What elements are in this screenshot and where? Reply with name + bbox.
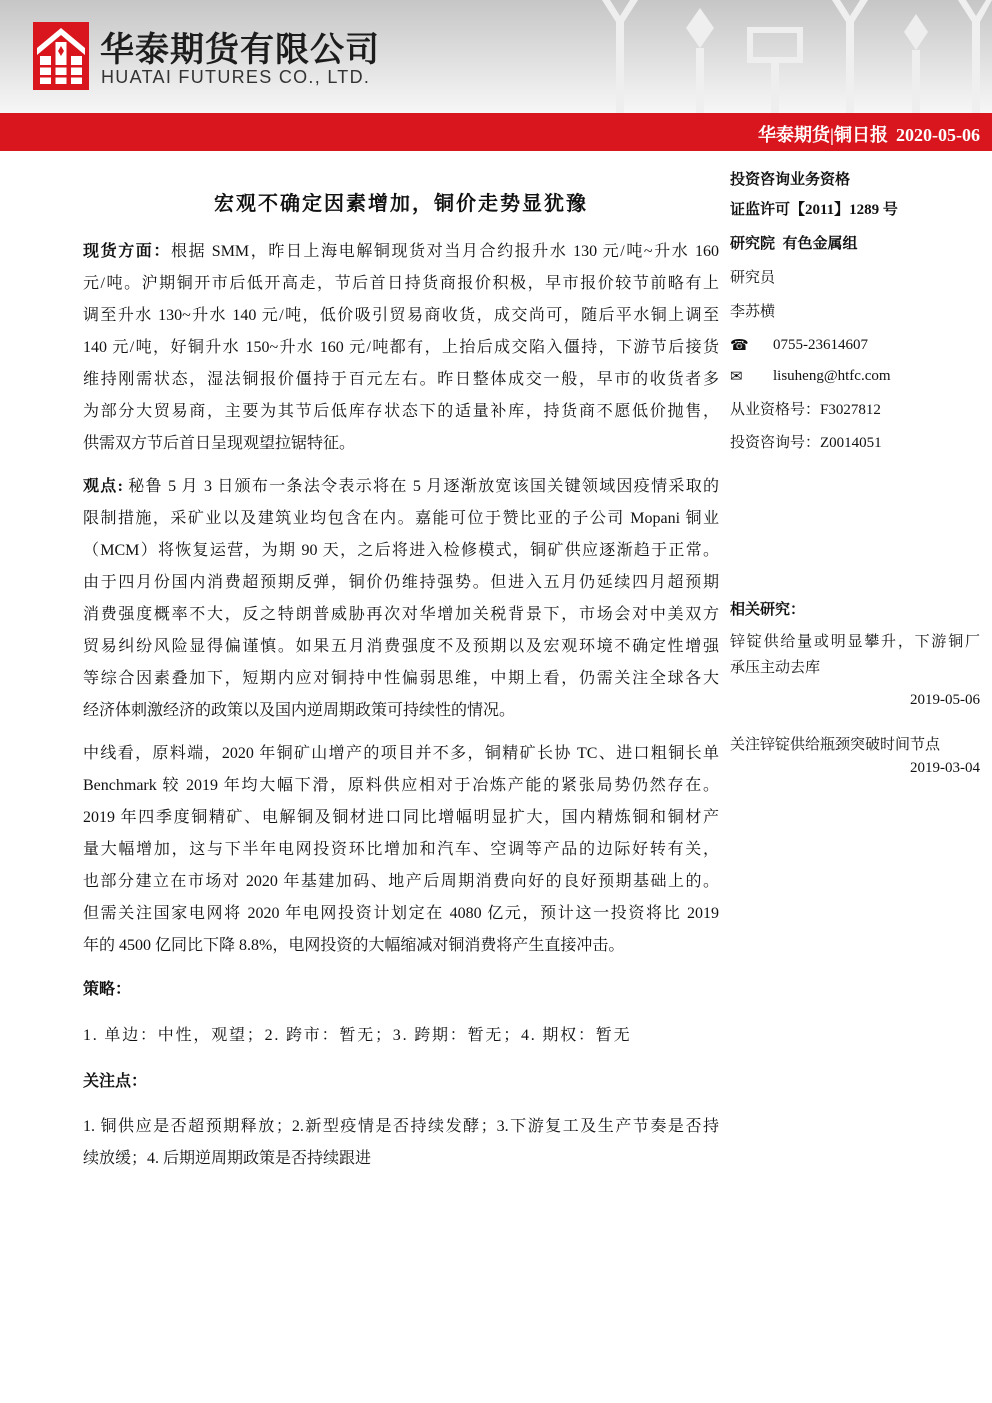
title-line: 锌锭供给量或明显攀升，下游铜厂 [730,634,980,650]
license-number: 证监许可【2011】1289 号 [730,202,898,218]
related-report-title [730,629,980,681]
department: 研究院 有色金属组 [730,236,858,252]
huatai-logo-icon [33,22,89,90]
analyst-phone: 0755-23614607 [773,337,868,353]
strategy-text: 1. 单边：中性，观望；2. 跨市：暂无；3. 跨期：暂无；4. 期权：暂无 [83,1027,632,1044]
paragraph-line: 年的 4500 亿同比下降 8.8%，电网投资的大幅缩减对铜消费将产生直接冲击。 [83,937,625,954]
paragraph-line [83,236,719,268]
paragraph-line: 量大幅增加，这与下半年电网投资环比增加和汽车、空调等产品的边际好转有关， [83,841,719,858]
focus-paragraph [83,1111,719,1175]
spot-label: 现货方面： [83,243,171,260]
analyst-email: lisuheng@htfc.com [773,368,891,384]
report-title: 宏观不确定因素增加，铜价走势显犹豫 [214,193,588,215]
focus-heading: 关注点： [83,1073,148,1090]
mail-icon: ✉ [730,367,743,385]
paragraph-line: 1. 铜供应是否超预期释放；2.新型疫情是否持续发酵；3.下游复工及生产节奏是否持 [83,1118,719,1135]
line-text: 秘鲁 5 月 3 日颁布一条法令表示将在 5 月逐渐放宽该国关键领域因疫情采取的 [128,478,719,495]
paragraph-line: 调至升水 130~升水 140 元/吨，低价吸引贸易商收货，成交尚可，随后平水铜上调至 [83,307,719,324]
paragraph-line: （MCM）将恢复运营，为期 90 天，之后将进入检修模式，铜矿供应逐渐趋于正常。 [83,542,719,559]
midterm-paragraph [83,738,719,962]
paragraph-line: 限制措施，采矿业以及建筑业均包含在内。嘉能可位于赞比亚的子公司 Mopani 铜业 [83,510,719,527]
related-report-date: 2019-03-04 [910,760,980,776]
banner-label: 华泰期货|铜日报 [758,125,888,145]
paragraph-line: 维持刚需状态，湿法铜报价僵持于百元左右。昨日整体成交一般，早市的收货者多 [83,371,719,388]
title-line: 关注锌锭供给瓶颈突破时间节点 [730,737,941,753]
line-text: 根据 SMM，昨日上海电解铜现货对当月合约报升水 130 元/吨~升水 160 [171,243,719,260]
related-research-heading: 相关研究： [730,602,806,618]
related-report-title [730,732,980,758]
paragraph-line: 中线看，原料端，2020 年铜矿山增产的项目并不多，铜精矿长协 TC、进口粗铜长单 [83,745,719,762]
paragraph-line: 消费强度概率不大，反之特朗普威胁再次对华增加关税背景下，市场会对中美双方 [83,606,719,623]
paragraph-line: 为部分大贸易商，主要为其节后低库存状态下的适量补库，持货商不愿低价抛售， [83,403,719,420]
view-label: 观点: [83,478,123,495]
paragraph-line: 供需双方节后首日呈现观望拉锯特征。 [83,435,356,452]
spot-paragraph [83,236,719,460]
analyst-role: 研究员 [730,270,776,286]
paragraph-line [83,471,719,503]
paragraph-line: 续放缓；4. 后期逆周期政策是否持续跟进 [83,1150,372,1167]
paragraph-line: 也部分建立在市场对 2020 年基建加码、地产后周期消费向好的良好预期基础上的。 [83,873,719,890]
paragraph-line: 经济体刺激经济的政策以及国内逆周期政策可持续性的情况。 [83,702,516,719]
company-name-cn: 华泰期货有限公司 [100,30,380,70]
consult-number: 投资咨询号：Z0014051 [730,435,882,451]
banner-text [758,121,980,147]
paragraph-line: Benchmark 较 2019 年均大幅下滑，原料供应相对于冶炼产能的紧张局势仍然存在。 [83,777,719,794]
report-banner [0,113,992,151]
paragraph-line: 贸易纠纷风险显得偏谨慎。如果五月消费强度不及预期以及宏观环境不确定性增强 [83,638,719,655]
related-report-date: 2019-05-06 [910,692,980,708]
analyst-name: 李苏横 [730,304,776,320]
strategy-heading: 策略： [83,981,132,998]
company-name-en: HUATAI FUTURES CO., LTD. [101,67,371,87]
certificate-number: 从业资格号：F3027812 [730,402,881,418]
report-date: 2020-05-06 [896,125,980,145]
paragraph-line: 元/吨。沪期铜开市后低开高走，节后首日持货商报价积极，早市报价较节前略有上 [83,275,719,292]
paragraph-line: 等综合因素叠加下，短期内应对铜持中性偏弱思维，中期上看，仍需关注全球各大 [83,670,719,687]
paragraph-line: 由于四月份国内消费超预期反弹，铜价仍维持强势。但进入五月仍延续四月超预期 [83,574,719,591]
phone-icon: ☎ [730,336,749,354]
view-paragraph [83,471,719,727]
paragraph-line: 2019 年四季度铜精矿、电解铜及铜材进口同比增幅明显扩大，国内精炼铜和铜材产 [83,809,719,826]
title-line: 承压主动去库 [730,660,821,676]
header-decoration [580,0,992,113]
page-header [0,0,992,113]
qualification-label: 投资咨询业务资格 [730,172,851,188]
paragraph-line: 但需关注国家电网将 2020 年电网投资计划定在 4080 亿元，预计这一投资将比 2019 [83,905,719,922]
paragraph-line: 140 元/吨，好铜升水 150~升水 160 元/吨都有，上抬后成交陷入僵持，下游节后接货 [83,339,719,356]
